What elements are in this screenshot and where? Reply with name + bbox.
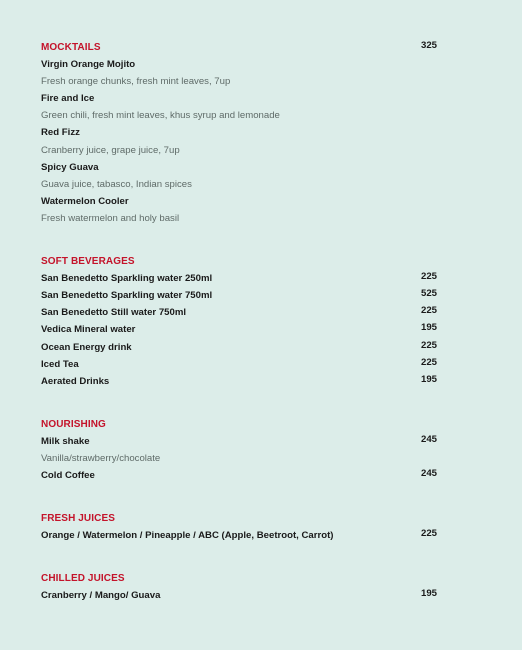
item-price: 195: [420, 322, 437, 334]
section-heading-row: [41, 251, 441, 268]
item-price: 195: [420, 588, 437, 600]
item-name: Milk shake: [41, 435, 90, 447]
item-price: 525: [420, 288, 437, 300]
menu-item-description: [41, 105, 441, 122]
section-title: CHILLED JUICES: [41, 573, 125, 585]
item-name: Fire and Ice: [41, 93, 95, 105]
section-soft-beverages: [41, 251, 441, 388]
menu-item: [41, 285, 441, 302]
item-price: 225: [420, 356, 437, 368]
item-price: 225: [420, 339, 437, 351]
menu-item: [41, 268, 441, 285]
item-name: Virgin Orange Mojito: [41, 59, 136, 71]
item-name: Iced Tea: [41, 358, 79, 370]
menu-item: [41, 319, 441, 336]
item-name: San Benedetto Still water 750ml: [41, 307, 187, 319]
item-description: Green chili, fresh mint leaves, khus syrup and lemonade: [41, 110, 280, 122]
section-title: NOURISHING: [41, 418, 106, 430]
item-price: 225: [420, 305, 437, 317]
item-price: 245: [420, 433, 437, 445]
item-name: Red Fizz: [41, 127, 80, 139]
menu-item: [41, 465, 441, 482]
item-name: Aerated Drinks: [41, 375, 110, 387]
item-name: Vedica Mineral water: [41, 324, 136, 336]
section-heading-row: [41, 568, 441, 585]
menu-item: [41, 337, 441, 354]
item-name: Watermelon Cooler: [41, 195, 129, 207]
section-fresh-juices: [41, 508, 441, 542]
item-price: 245: [420, 468, 437, 480]
section-heading-row: [41, 414, 441, 431]
menu-item-description: [41, 174, 441, 191]
menu-item: [41, 354, 441, 371]
menu-item: [41, 302, 441, 319]
menu-item: [41, 157, 441, 174]
item-description: Fresh watermelon and holy basil: [41, 212, 180, 224]
item-description: Cranberry juice, grape juice, 7up: [41, 144, 180, 156]
item-price: 225: [420, 271, 437, 283]
menu-item: [41, 431, 441, 448]
menu-item-description: [41, 448, 441, 465]
section-chilled-juices: [41, 568, 441, 602]
item-description: Vanilla/strawberry/chocolate: [41, 452, 161, 464]
item-price: 195: [420, 373, 437, 385]
item-name: Orange / Watermelon / Pineapple / ABC (Apple, Beetroot, Carrot): [41, 530, 334, 542]
section-nourishing: [41, 414, 441, 482]
item-name: San Benedetto Sparkling water 750ml: [41, 290, 213, 302]
menu-page: [41, 37, 441, 629]
item-description: Fresh orange chunks, fresh mint leaves, 7up: [41, 76, 231, 88]
item-description: Guava juice, tabasco, Indian spices: [41, 178, 192, 190]
item-price: 225: [420, 528, 437, 540]
item-name: Cranberry / Mango/ Guava: [41, 590, 161, 602]
section-heading-row: [41, 37, 441, 54]
menu-item-description: [41, 71, 441, 88]
menu-item: [41, 54, 441, 71]
menu-item: [41, 191, 441, 208]
menu-item: [41, 371, 441, 388]
section-price: 325: [420, 40, 437, 51]
item-name: Cold Coffee: [41, 470, 95, 482]
menu-item-description: [41, 208, 441, 225]
menu-item-description: [41, 140, 441, 157]
section-mocktails: [41, 37, 441, 225]
section-title: MOCKTAILS: [41, 42, 101, 53]
menu-item: [41, 122, 441, 139]
menu-item: [41, 88, 441, 105]
menu-item: [41, 585, 441, 602]
section-heading-row: [41, 508, 441, 525]
item-name: Spicy Guava: [41, 161, 99, 173]
menu-item: [41, 525, 441, 542]
item-name: Ocean Energy drink: [41, 341, 132, 353]
item-name: San Benedetto Sparkling water 250ml: [41, 273, 213, 285]
section-title: SOFT BEVERAGES: [41, 256, 135, 268]
section-title: FRESH JUICES: [41, 513, 115, 525]
